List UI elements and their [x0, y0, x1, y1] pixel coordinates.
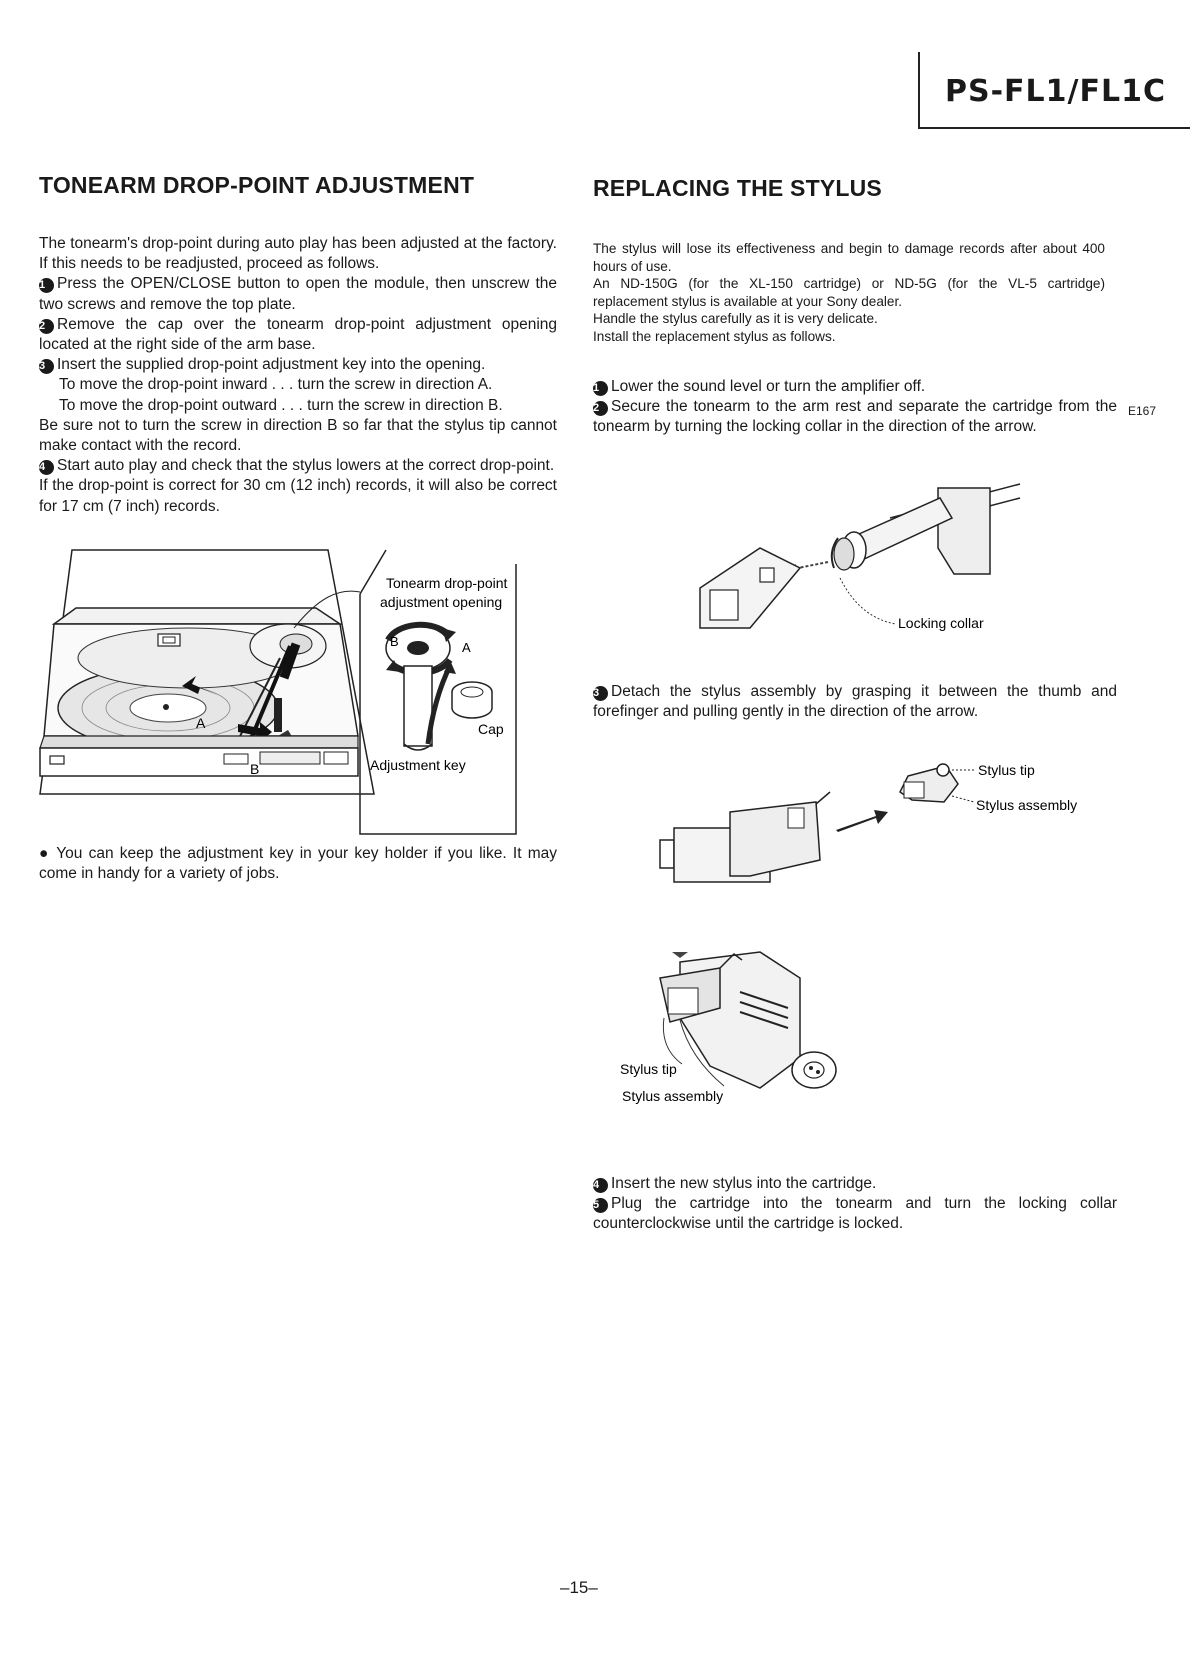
bullet-text: You can keep the adjustment key in your key holder if you like. It may come in handy for a variety of jobs. [39, 845, 557, 883]
left-body [39, 234, 557, 517]
intro-line: Install the replacement stylus as follows. [593, 328, 836, 344]
right-steps-4-5 [593, 1174, 1117, 1235]
right-step-2 [593, 397, 1117, 437]
left-heading: TONEARM DROP-POINT ADJUSTMENT [39, 172, 475, 198]
intro-line: Handle the stylus carefully as it is very delicate. [593, 311, 878, 327]
turntable-figure [38, 548, 558, 838]
arm-rest [938, 488, 990, 574]
right-heading: REPLACING THE STYLUS [593, 175, 882, 201]
left-bullet-note [39, 844, 557, 884]
outward-instruction: To move the drop-point outward . . . turn the screw in direction B. [59, 396, 503, 414]
cartridge-closeup-figure [620, 948, 850, 1118]
closeup-stylus-tip-label: Stylus tip [620, 1061, 677, 1077]
intro-line: The stylus will lose its effectiveness and begin to damage records after about 400 hours of use. [593, 241, 1105, 274]
step-number: 4 [593, 1178, 608, 1193]
step-number: 2 [593, 401, 608, 416]
closeup-stylus-assembly-label: Stylus assembly [622, 1088, 724, 1104]
adjustment-key-label: Adjustment key [370, 757, 466, 773]
page-number: –15– [560, 1578, 598, 1597]
right-step-1 [593, 377, 1117, 397]
left-step-1 [39, 274, 557, 314]
intro-line: An ND-150G (for the XL-150 cartridge) or ND-5G (for the VL-5 cartridge) replacement stylus is available at your Sony dealer. [593, 276, 1105, 309]
bullet-dot: ● [39, 845, 57, 862]
step-text: Insert the supplied drop-point adjustment key into the opening. [57, 356, 486, 374]
inset-label-a: A [462, 640, 471, 655]
step-text: Lower the sound level or turn the amplifier off. [611, 378, 926, 395]
left-step-4 [39, 456, 557, 476]
step-text: Remove the cap over the tonearm drop-point adjustment opening located at the right side of the arm base. [39, 315, 557, 354]
inset-title-2: adjustment opening [380, 594, 503, 610]
inset-title-1: Tonearm drop-point [386, 575, 508, 591]
left-intro: The tonearm's drop-point during auto play has been adjusted at the factory. If this needs to be readjusted, proceed as follows. [39, 235, 557, 273]
inward-instruction: To move the drop-point inward . . . turn the screw in direction A. [59, 376, 493, 394]
locking-collar-label: Locking collar [898, 615, 984, 631]
step-number: 3 [593, 686, 608, 701]
inset-label-b: B [390, 634, 399, 649]
step-text: Insert the new stylus into the cartridge. [611, 1175, 877, 1192]
right-step-5 [593, 1194, 1117, 1234]
step-text: Press the OPEN/CLOSE button to open the module, then unscrew the two screws and remove the top plate. [39, 275, 557, 313]
step-number: 2 [39, 319, 54, 334]
step-number: 1 [39, 278, 54, 293]
right-step-4 [593, 1174, 1117, 1194]
step-number: 3 [39, 359, 54, 374]
step-number: 4 [39, 460, 54, 475]
step-number: 5 [593, 1198, 608, 1213]
figure-label-a: A [196, 715, 206, 731]
model-number: PS-FL1/FL1C [945, 74, 1166, 109]
side-code: E167 [1128, 404, 1157, 418]
left-step-2 [39, 315, 557, 355]
record-size-note: If the drop-point is correct for 30 cm (12 inch) records, it will also be correct for 17 cm (7 inch) records. [39, 477, 557, 515]
stylus-detach-figure [640, 748, 1100, 898]
locking-collar-figure [690, 478, 1030, 668]
right-intro [593, 240, 1105, 346]
step-text: Secure the tonearm to the arm rest and separate the cartridge from the tonearm by turning the locking collar in the direction of the arrow. [593, 398, 1117, 436]
step-number: 1 [593, 381, 608, 396]
right-steps-1-2 [593, 377, 1117, 438]
step-text: Start auto play and check that the stylus lowers at the correct drop-point. [57, 457, 555, 475]
left-step-3 [39, 355, 557, 375]
cap-label: Cap [478, 721, 504, 737]
caution-text: Be sure not to turn the screw in direction B so far that the stylus tip cannot make contact with the record. [39, 416, 557, 455]
figure-label-b: B [250, 761, 260, 777]
stylus-tip-label: Stylus tip [978, 762, 1035, 778]
step-text: Detach the stylus assembly by grasping it between the thumb and forefinger and pulling gently in the direction of the arrow. [593, 683, 1117, 721]
stylus-assembly-label: Stylus assembly [976, 797, 1078, 813]
right-step-3 [593, 682, 1117, 722]
step-text: Plug the cartridge into the tonearm and turn the locking collar counterclockwise until the cartridge is locked. [593, 1195, 1117, 1233]
detach-arrow [836, 810, 888, 832]
